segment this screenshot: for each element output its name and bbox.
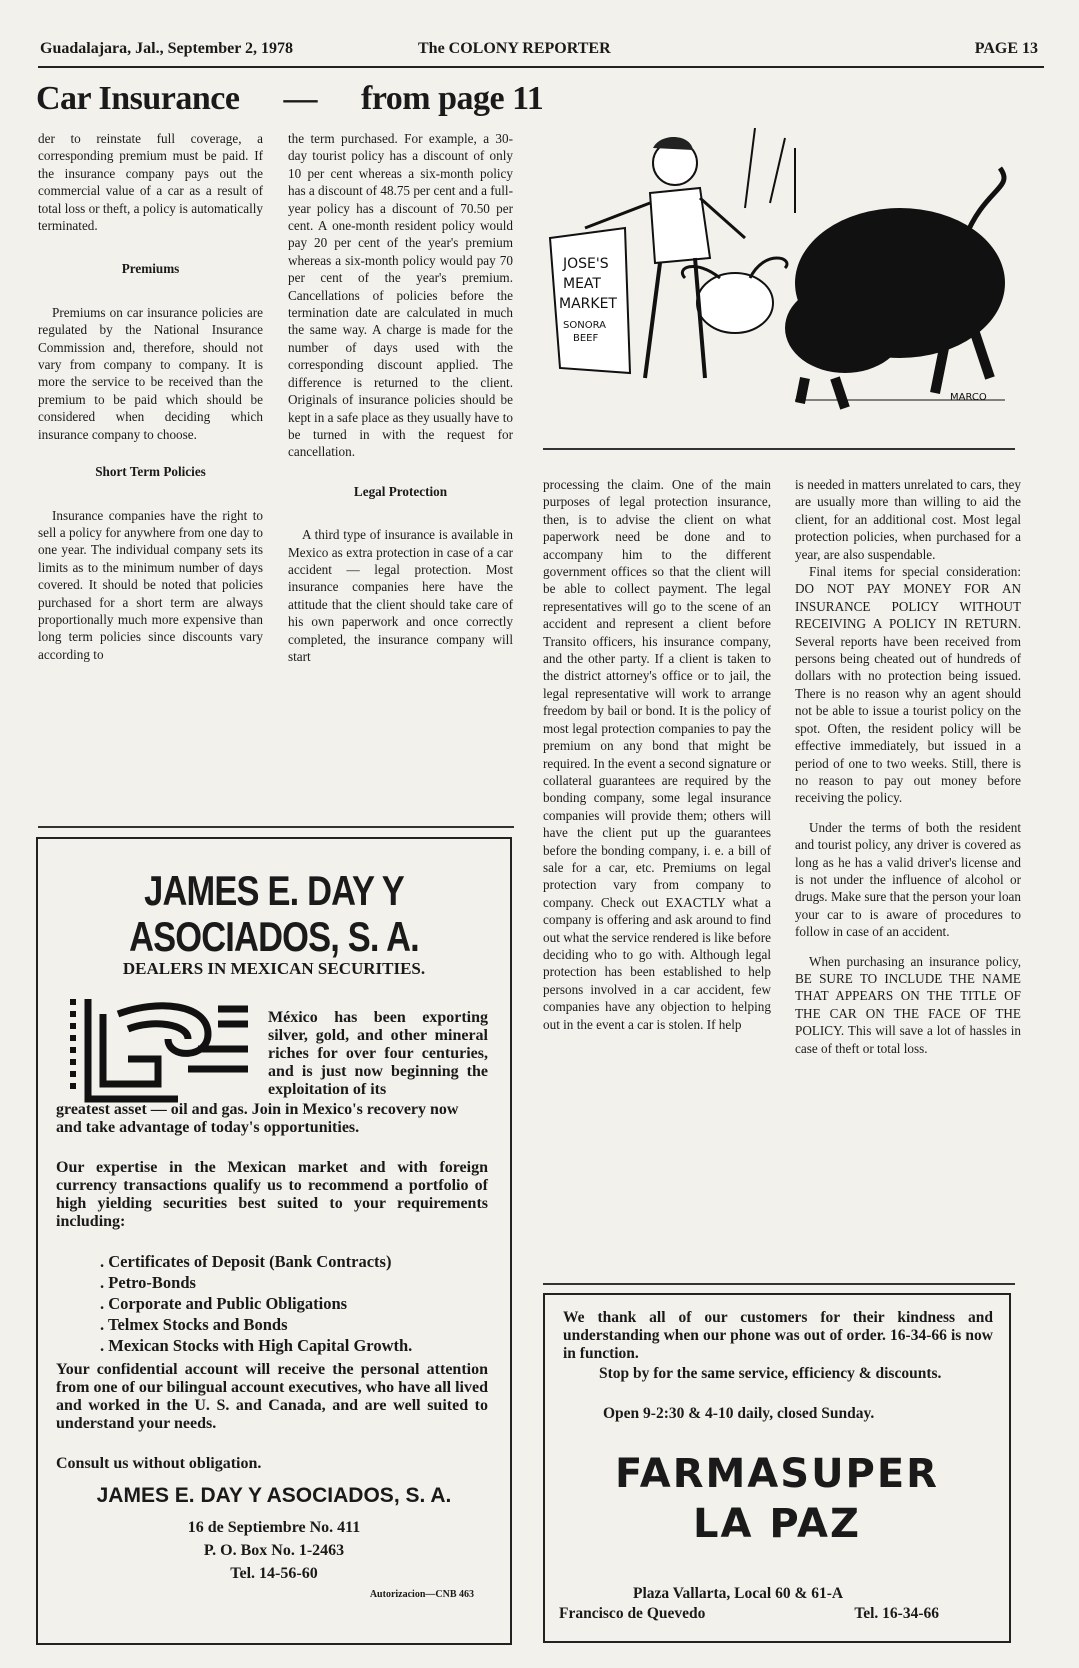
paragraph: the term purchased. For example, a 30-day tourist policy has a discount of only 10 per cent whereas a six-month policy has a discount of 48.75 per cent and a full-year policy has a discount of 70.50 per cent. A one-month resident policy would pay 20 per cent of the year's premium whereas a six-month policy would pay 70 per cent of the year's premium. Cancellations of policies before the termination date are calculated in much the same way. A charge is made for the number of days used with the corresponding discount applied. The difference is returned to the client. Originals of insurance policies should be kept in a safe place as they usually have to be turned in with the request for cancellation.: [288, 131, 513, 460]
subhead-premiums: Premiums: [121, 261, 180, 277]
ad-plaza: Plaza Vallarta, Local 60 & 61-A: [633, 1585, 844, 1602]
ad-subtitle: DEALERS IN MEXICAN SECURITIES.: [122, 959, 426, 978]
article-column-1: [38, 130, 263, 663]
ad-expertise: Our expertise in the Mexican market and with foreign currency transactions qualify us to recommend a portfolio of high yielding securities best suited to your requirements including:: [56, 1159, 488, 1230]
ad-telephone: Tel. 14-56-60: [230, 1565, 318, 1582]
cartoonist-signature: MARCO: [950, 392, 987, 403]
article-column-4: [795, 476, 1021, 1057]
divider: [543, 1283, 1015, 1285]
list-item: . Mexican Stocks with High Capital Growth.: [118, 1335, 412, 1356]
ad-title-line-2: ASOCIADOS, S. A.: [129, 913, 419, 960]
divider: [543, 448, 1015, 450]
list-item: . Petro-Bonds: [118, 1272, 412, 1293]
ad-authorization: Autorizacion—CNB 463: [369, 1589, 474, 1600]
ad-stop-by: Stop by for the same service, efficiency & discounts.: [599, 1365, 942, 1382]
masthead-paper-name: The COLONY REPORTER: [418, 40, 611, 57]
divider: [38, 826, 514, 828]
ad-intro: México has been exporting silver, gold, and other mineral riches for over four centuries, and is just now beginning the exploitation of its: [268, 1009, 488, 1098]
cartoon-illustration: [545, 128, 1015, 428]
ad-address: 16 de Septiembre No. 411: [187, 1519, 361, 1536]
cape-text-line-3: MARKET: [559, 296, 617, 312]
cape-text-line-2: MEAT: [563, 276, 601, 292]
advertisement-farmasuper: [543, 1293, 1011, 1643]
ad-intro-continued: greatest asset — oil and gas. Join in Mexico's recovery now and take advantage of today's opportunities.: [56, 1101, 459, 1136]
masthead-page-number: PAGE 13: [974, 40, 1038, 57]
paragraph: When purchasing an insurance policy, BE SURE TO INCLUDE THE NAME THAT APPEARS ON THE TITLE OF THE CAR ON THE FACE OF THE POLICY. This will save a lot of hassles in case of theft or total loss.: [795, 953, 1021, 1056]
ad-hours: Open 9-2:30 & 4-10 daily, closed Sunday.: [603, 1405, 875, 1422]
list-item: . Corporate and Public Obligations: [118, 1293, 412, 1314]
ad-securities-list: [107, 1251, 413, 1356]
masthead: [38, 36, 1044, 68]
ad-telephone: Tel. 16-34-66: [854, 1605, 939, 1622]
headline-continuation: from page 11: [361, 80, 544, 117]
article-column-3: [543, 476, 771, 1033]
ad-thanks: We thank all of our customers for their kindness and understanding when our phone was out of order. 16-34-66 is now in function.: [563, 1309, 993, 1362]
paragraph: Premiums on car insurance policies are regulated by the National Insurance Commission and, therefore, should not vary from company to company. It is more the service to be received than the premium to be paid which should be considered when deciding which insurance company to choose.: [38, 304, 263, 442]
pharmacy-name: FARMASUPER: [615, 1451, 939, 1497]
ad-title-line-1: JAMES E. DAY Y: [144, 867, 404, 914]
aztec-logo: [68, 989, 258, 1114]
paragraph: processing the claim. One of the main purposes of legal protection insurance, then, is to advise the client on what paperwork need be done and to accompany him to the different government offices so that the client will be able to collect payment. The legal representatives will go to the scene of an accident and represent a client before Transito officers, his insurance company, and the other party. If a client is taken to the district attorney's office or to jail, the legal representative will work to arrange freedom by bail or bond. It is the policy of most legal protection companies to pay the premium on any bond that might be required. In the event a second signature or collateral guarantees are required by the bonding company, some legal insurance companies will provide them; others will have the client put up the guarantees before the bonding company, i. e. a bill of sale for a car, etc. Premiums on legal protection vary from company to company. Check out EXACTLY what a company is offering and ask around to find out what the service rendered is like before deciding who to go with. Although legal protection has been established to help persons involved in a car accident, few companies have any objection to helping out in the event a car is stolen. If help: [543, 477, 771, 1032]
paragraph: is needed in matters unrelated to cars, they are usually more than willing to aid the client, for an additional cost. Most legal protection policies, when purchased for a year, are also suspendable.: [795, 477, 1021, 562]
bullfighter-cartoon: [545, 128, 1015, 428]
ad-po-box: P. O. Box No. 1-2463: [203, 1542, 345, 1559]
cape-text-line-1: JOSE'S: [563, 256, 609, 272]
ad-street: Francisco de Quevedo: [559, 1605, 706, 1622]
headline-dash: —: [283, 80, 317, 117]
pharmacy-location-name: LA PAZ: [693, 1501, 861, 1547]
article-column-2: [288, 130, 513, 665]
list-item: . Telmex Stocks and Bonds: [118, 1314, 412, 1335]
masthead-dateline: Guadalajara, Jal., September 2, 1978: [40, 40, 294, 57]
paragraph: A third type of insurance is available in Mexico as extra protection in case of a car accident — legal protection. Most insurance companies here have the attitude that the client should take care of his own paperwork and once correctly completed, the insurance company will start: [288, 527, 513, 664]
cape-text-line-5: BEEF: [573, 333, 599, 344]
subhead-short-term: Short Term Policies: [95, 464, 206, 480]
paragraph: Under the terms of both the resident and tourist policy, any driver is covered as long as he has a valid driver's license and is not under the influence of alcohol or drugs. Make sure that the person your loan your car to is aware of procedures to follow in case of an accident.: [795, 819, 1021, 940]
article-headline: [36, 80, 543, 118]
paragraph: Insurance companies have the right to sell a policy for anywhere from one day to one year. The individual company sets its limits as to the minimum number of days covered. It should be noted that policies purchased for a short term are always proportionally much more expensive than long term policies since discounts vary according to: [38, 507, 263, 662]
subhead-legal-protection: Legal Protection: [353, 483, 448, 499]
cape-text-line-4: SONORA: [563, 320, 606, 331]
paragraph: der to reinstate full coverage, a corresponding premium must be paid. If the insurance company pays out the commercial value of a car as a result of total loss or theft, a policy is automatically terminated.: [38, 131, 263, 234]
list-item: . Certificates of Deposit (Bank Contracts): [118, 1251, 412, 1272]
paragraph: Final items for special consideration: DO NOT PAY MONEY FOR AN INSURANCE POLICY WITHOUT RECEIVING A POLICY IN RETURN. Several reports have been received from persons being cheated out of hundreds of dollars with no protection being issued. There is no reason why an agent should not be able to issue a tourist policy on the spot. Often, the resident policy will be effective immediately, but issued in a period of one to two weeks. Still, there is no reason to pay out money before receiving the policy.: [795, 564, 1021, 806]
ad-company-name: JAMES E. DAY Y ASOCIADOS, S. A.: [96, 1484, 452, 1507]
ad-consult: Consult us without obligation.: [56, 1455, 262, 1472]
headline-title: Car Insurance: [36, 80, 240, 117]
advertisement-james-e-day: [36, 837, 512, 1645]
ad-confidential: Your confidential account will receive the personal attention from one of our bilingual account executives, who have all lived and worked in the U. S. and Canada, and are well suited to understand your needs.: [56, 1361, 488, 1432]
